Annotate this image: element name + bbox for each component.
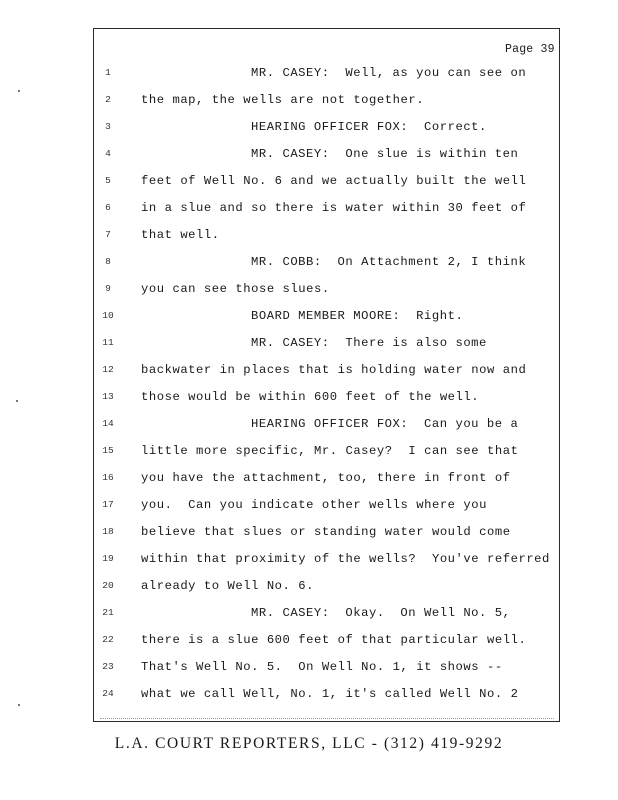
line-number: 21 bbox=[102, 606, 114, 618]
bottom-dotted-rule bbox=[100, 718, 554, 720]
scan-speck bbox=[18, 90, 20, 92]
transcript-line: HEARING OFFICER FOX: Correct. bbox=[251, 119, 487, 134]
court-reporter-footer: L.A. COURT REPORTERS, LLC - (312) 419-9292 bbox=[114, 735, 504, 752]
line-number: 19 bbox=[102, 552, 114, 564]
transcript-line: you can see those slues. bbox=[141, 281, 330, 296]
transcript-line: already to Well No. 6. bbox=[141, 578, 315, 593]
transcript-line: the map, the wells are not together. bbox=[141, 92, 425, 107]
scan-speck bbox=[16, 400, 18, 402]
transcript-line: MR. CASEY: Okay. On Well No. 5, bbox=[251, 605, 511, 620]
transcript-line: backwater in places that is holding water now and bbox=[141, 362, 527, 377]
line-number: 10 bbox=[102, 309, 114, 321]
line-number: 3 bbox=[105, 120, 111, 132]
transcript-line: you have the attachment, too, there in front of bbox=[141, 470, 511, 485]
line-number: 8 bbox=[105, 255, 111, 267]
transcript-line: MR. CASEY: There is also some bbox=[251, 335, 487, 350]
scan-speck bbox=[18, 704, 20, 706]
transcript-line: within that proximity of the wells? You've referred bbox=[141, 551, 550, 566]
transcript-line: MR. CASEY: Well, as you can see on bbox=[251, 66, 527, 80]
transcript-line: MR. CASEY: One slue is within ten bbox=[251, 146, 519, 161]
line-number: 14 bbox=[102, 417, 114, 429]
line-number: 20 bbox=[102, 579, 114, 591]
transcript-line: in a slue and so there is water within 30 feet of bbox=[141, 200, 527, 215]
line-number: 1 bbox=[105, 67, 111, 78]
transcript-line: That's Well No. 5. On Well No. 1, it shows -- bbox=[141, 659, 503, 674]
line-number: 18 bbox=[102, 525, 114, 537]
transcript-line: little more specific, Mr. Casey? I can see that bbox=[141, 443, 519, 458]
transcript-line: believe that slues or standing water would come bbox=[141, 524, 511, 539]
transcript-line: HEARING OFFICER FOX: Can you be a bbox=[251, 416, 519, 431]
line-number: 23 bbox=[102, 660, 114, 672]
transcript-line: that well. bbox=[141, 227, 220, 242]
line-number: 12 bbox=[102, 363, 114, 375]
transcript-line: there is a slue 600 feet of that particular well. bbox=[141, 632, 527, 647]
transcript-line: you. Can you indicate other wells where you bbox=[141, 497, 488, 512]
transcript-line: what we call Well, No. 1, it's called Well No. 2 bbox=[141, 686, 519, 701]
transcript-line: BOARD MEMBER MOORE: Right. bbox=[251, 308, 464, 323]
line-number: 13 bbox=[102, 390, 114, 402]
line-number: 7 bbox=[105, 228, 111, 240]
line-number: 6 bbox=[105, 201, 111, 213]
line-number: 17 bbox=[102, 498, 114, 510]
line-number: 24 bbox=[102, 687, 114, 699]
line-number: 11 bbox=[102, 336, 114, 348]
line-number: 4 bbox=[105, 147, 111, 159]
transcript-line: those would be within 600 feet of the well. bbox=[141, 389, 480, 404]
transcript-line: MR. COBB: On Attachment 2, I think bbox=[251, 254, 527, 269]
transcript-line: feet of Well No. 6 and we actually built the well bbox=[141, 173, 527, 188]
line-number: 2 bbox=[105, 93, 111, 105]
line-number: 5 bbox=[105, 174, 111, 186]
line-number: 9 bbox=[105, 282, 111, 294]
line-number: 16 bbox=[102, 471, 114, 483]
page-number: Page 39 bbox=[505, 43, 555, 56]
line-number: 22 bbox=[102, 633, 114, 645]
line-number: 15 bbox=[102, 444, 114, 456]
